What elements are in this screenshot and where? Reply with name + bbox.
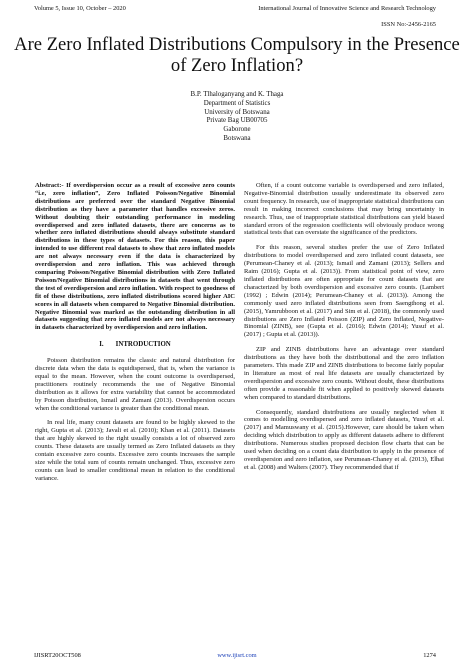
body-paragraph: Consequently, standard distributions are usually neglected when it comes to modelling overdispersed and zero inflated datasets, Yusuf et al. (2017) and Mamuswany et al. (2015).However, care should be taken when deciding which distribution to apply as different datasets adhere to different distributions. Numerous studies proposed decision flow charts that can be used when deciding on a count data distribution to apply in the presence of overdispersion and zero inflation, see Perumean-Chaney et al. (2013), Elhai et al. (2008) and Walters (2007). They recommended that if (244, 408, 444, 471)
body-paragraph: ZIP and ZINB distributions have an advantage over standard distributions as they have both the distributional and the zero inflation parameters. This made ZIP and ZINB distributions to become fairly popular in literature as most of real life datasets are usually characterized by overdispersion and excessive zero counts. Without doubt, these distributions often provide a reasonable fit when applied to positively skewed datasets when compared to standard distributions. (244, 346, 444, 401)
footer-article-id: IJISRT20OCT508 (34, 652, 81, 659)
running-header-journal: International Journal of Innovative Science and Research Technology (258, 5, 436, 12)
footer-website-link[interactable]: www.ijisrt.com (217, 652, 257, 659)
section-heading (35, 341, 235, 349)
affiliation-line: Botswana (223, 134, 251, 142)
author-names: B.P. Tlhaloganyang and K. Thaga (190, 91, 284, 98)
affiliation-line: Private Bag UB00705 (206, 117, 268, 125)
footer-page-number: 1274 (423, 652, 436, 659)
body-paragraph: Poisson distribution remains the classic and natural distribution for discrete data when the data is equidispersed, that is, when the variance is equal to the mean. However, when the count outcome is overdispersed, practitioners routinely recommends the use of Negative Binomial distribution as it allows for extra variability that cannot be accommodated by Poisson distribution, Ismail and Zamani (2013). Overdispersion occurs when the conditional variance is greater than the conditional mean. (35, 357, 235, 412)
body-paragraph: In real life, many count datasets are found to be highly skewed to the right, Gupta et al. (2013); Javali et al. (2010); Khan et al. (2011). Datasets that are highly skewed to the right usually consists a lot of observed zero counts. These datasets are usually termed as Zero Inflated datasets as they contain excessive zero counts. Excessive zero counts increases the sample size while the total sum of counts remain unchanged. Thus, excessive zero counts can lead to smaller conditional mean in relation to the conditional variance. (35, 419, 235, 482)
paper-title: Are Zero Inflated Distributions Compulsory in the Presence of Zero Inflation? (14, 34, 460, 76)
left-column (35, 182, 235, 490)
author-block (0, 91, 474, 144)
right-column (244, 182, 444, 479)
issn-label: ISSN No:-2456-2165 (381, 21, 436, 28)
running-header-volume: Volume 5, Issue 10, October – 2020 (34, 5, 126, 12)
section-title: INTRODUCTION (115, 341, 171, 349)
body-paragraph: Often, if a count outcome variable is overdispersed and zero inflated, Negative-Binomial distribution usually underestimate its observed zero count frequency. In research, use of inappropriate statistical distributions can result in making incorrect conclusions that may bring uncertainty in research. Thus, use of inappropriate statistical distributions can yield biased standard errors of the regression coefficients will obviously produce wrong statistical tests that can overstate the significance of the predictors. (244, 182, 444, 237)
section-number: I. (99, 341, 104, 349)
affiliation-line: Department of Statistics (203, 99, 271, 107)
body-paragraph: For this reason, several studies prefer the use of Zero Inflated distributions to model overdispersed and zero inflated count datasets, see (Perumean-Chaney et al. (2013); Ismail and Zamani (2013); Sellers and Raim (2016); Gupta et al. (2013)). From statistical point of view, zero inflated distributions are often appropriate for count datasets that are characterized by both overdispersion and excessive zero counts. (Lambert (1992) ; Edwin (2014); Perumean-Chaney et al. (2013)). Among the commonly used zero inflated distributions seen from Saengthong et al. (2015), Yamrubboon et al. (2017) and Sim et al. (2018), the commonly used distributions are Zero Inflated Poisson (ZIP) and Zero Inflated, Negative-Binomial (ZINB), see (Gupta et al. (2016); Edwin (2014); Yusuf et al. (2017) ; Gupta et al. (2013)). (244, 244, 444, 339)
affiliation-line: University of Botswana (204, 108, 270, 116)
affiliation-line: Gaborone (223, 126, 251, 134)
abstract: Abstract:- If overdispersion occur as a result of excessive zero counts “i.e, zero inflation”, Zero Inflated Poisson/Negative Binomial distributions are preferred over the standard Negative Binomial distribution as they have a parameter that handles excessive zeros. Without doubting their outstanding performance in modeling overdispersed and zero inflated datasets, there are concerns as to whether zero inflated distributions should always substitute standard distributions in these types of datasets. For this reason, this paper intended to use different real datasets to show that zero inflated models are not always necessary even if the data is characterized by overdispersion and zero inflation. This was achieved through comparing Poisson/Negative Binomial distribution with Zero Inflated Poisson/Negative Binomial distributions in datasets that went through the test of overdispersion and zero inflation. With respect to goodness of fit of these distributions, zero inflated distributions scored higher AIC scores in all datasets when compared to Negative Binomial distribution. Negative Binomial was marked as the outstanding distribution in all datasets suggesting that zero inflated models are not always necessary in datasets characterized by overdispersion and zero inflation. (35, 182, 235, 332)
